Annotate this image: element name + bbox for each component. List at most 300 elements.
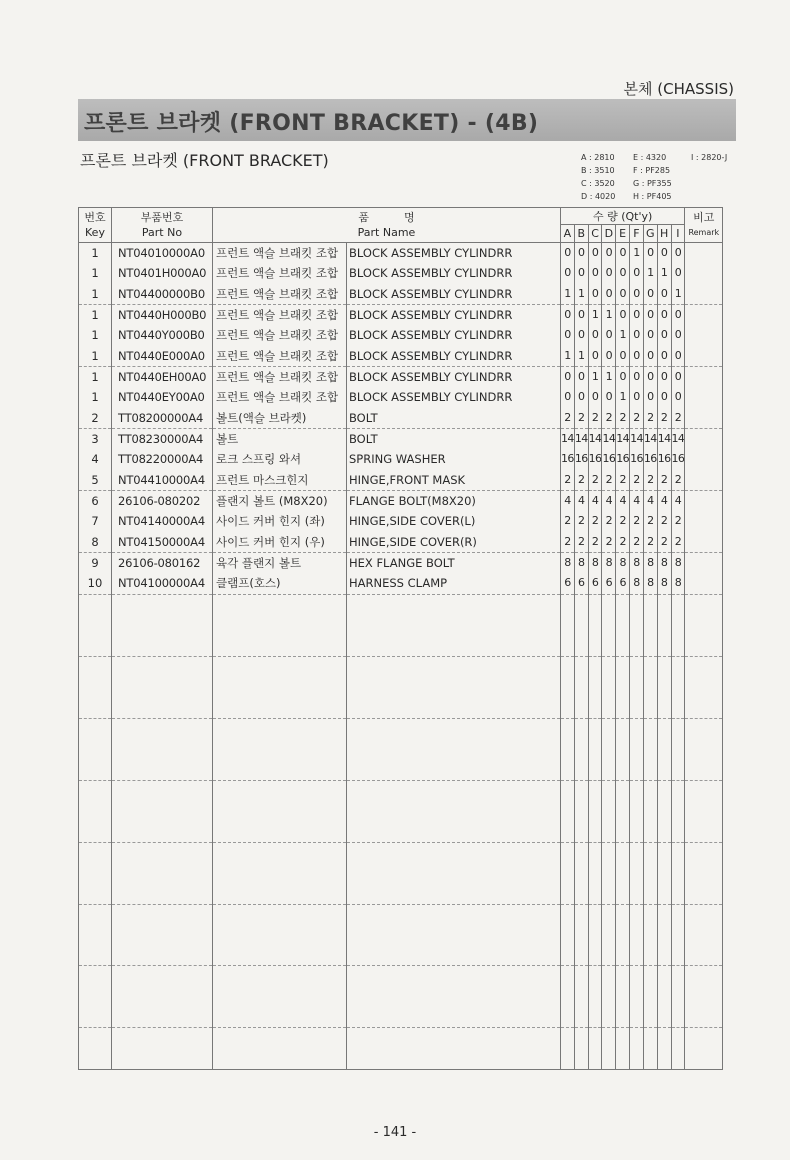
title-banner xyxy=(78,99,736,141)
qty-cell: 14 xyxy=(616,428,630,449)
qty-cell: 2 xyxy=(574,532,588,553)
part-name-en-cell xyxy=(347,801,561,821)
part-name-en-cell xyxy=(347,987,561,1007)
part-name-en-cell: BLOCK ASSEMBLY CYLINDRR xyxy=(347,243,561,264)
qty-cell: 0 xyxy=(643,366,657,387)
qty-cell: 8 xyxy=(671,552,685,573)
part-name-ko-cell xyxy=(213,656,347,677)
qty-cell xyxy=(630,1007,644,1028)
part-name-ko-cell: 프런트 액슬 브래킷 조합 xyxy=(213,304,347,325)
qty-cell xyxy=(602,718,616,739)
key-cell: 9 xyxy=(79,552,112,573)
part-no-cell xyxy=(112,1007,213,1028)
qty-cell: 1 xyxy=(643,263,657,283)
remark-cell xyxy=(685,594,723,615)
table-row xyxy=(79,511,723,531)
qty-cell xyxy=(643,635,657,656)
qty-cell: 0 xyxy=(616,284,630,305)
part-name-en-cell xyxy=(347,677,561,697)
qty-cell: 0 xyxy=(630,366,644,387)
part-name-ko-cell: 프런트 액슬 브래킷 조합 xyxy=(213,243,347,264)
part-name-en-cell: HARNESS CLAMP xyxy=(347,573,561,594)
qty-cell xyxy=(588,842,602,863)
part-no-cell xyxy=(112,780,213,801)
part-name-ko-cell: 프런트 액슬 브래킷 조합 xyxy=(213,387,347,407)
key-cell xyxy=(79,780,112,801)
qty-cell: 2 xyxy=(657,408,671,429)
part-name-en-cell: BLOCK ASSEMBLY CYLINDRR xyxy=(347,263,561,283)
qty-cell: 16 xyxy=(671,449,685,469)
part-name-ko-cell: 프런트 마스크힌지 xyxy=(213,470,347,491)
qty-cell xyxy=(671,1007,685,1028)
qty-cell xyxy=(588,966,602,987)
qty-cell: 14 xyxy=(671,428,685,449)
key-cell xyxy=(79,883,112,904)
qty-cell xyxy=(657,821,671,842)
qty-cell: 0 xyxy=(630,263,644,283)
qty-cell xyxy=(588,883,602,904)
qty-cell: 0 xyxy=(616,304,630,325)
qty-cell xyxy=(671,759,685,780)
key-cell xyxy=(79,1049,112,1070)
table-row xyxy=(79,243,723,264)
qty-col-header: E xyxy=(616,225,630,243)
qty-cell xyxy=(561,615,575,635)
qty-cell: 0 xyxy=(643,304,657,325)
qty-cell: 0 xyxy=(630,284,644,305)
qty-cell xyxy=(616,883,630,904)
table-row xyxy=(79,284,723,305)
qty-cell: 8 xyxy=(602,552,616,573)
qty-cell: 2 xyxy=(671,511,685,531)
qty-cell: 2 xyxy=(657,470,671,491)
qty-cell: 2 xyxy=(630,408,644,429)
qty-cell: 0 xyxy=(657,304,671,325)
qty-cell: 0 xyxy=(602,243,616,264)
remark-cell xyxy=(685,615,723,635)
qty-cell xyxy=(561,739,575,759)
table-row xyxy=(79,552,723,573)
qty-cell: 0 xyxy=(574,387,588,407)
key-cell xyxy=(79,635,112,656)
qty-cell xyxy=(574,925,588,945)
qty-cell xyxy=(574,842,588,863)
qty-cell: 1 xyxy=(657,263,671,283)
key-cell: 1 xyxy=(79,263,112,283)
qty-cell: 8 xyxy=(630,573,644,594)
qty-cell xyxy=(588,863,602,883)
remark-cell xyxy=(685,428,723,449)
legend-entry: F : PF285 xyxy=(633,166,671,175)
qty-cell xyxy=(616,739,630,759)
qty-cell xyxy=(643,1007,657,1028)
table-row xyxy=(79,966,723,987)
remark-cell xyxy=(685,366,723,387)
qty-cell xyxy=(630,904,644,925)
qty-cell xyxy=(671,945,685,966)
remark-cell xyxy=(685,925,723,945)
qty-cell: 0 xyxy=(574,366,588,387)
part-name-en-cell: BOLT xyxy=(347,408,561,429)
key-cell xyxy=(79,1007,112,1028)
table-row xyxy=(79,449,723,469)
key-cell xyxy=(79,739,112,759)
part-no-cell: TT08230000A4 xyxy=(112,428,213,449)
qty-cell xyxy=(588,656,602,677)
table-row xyxy=(79,1049,723,1070)
part-name-ko-cell: 육각 플랜지 볼트 xyxy=(213,552,347,573)
qty-cell: 0 xyxy=(574,243,588,264)
part-name-ko-cell xyxy=(213,945,347,966)
qty-cell: 0 xyxy=(671,346,685,367)
qty-cell: 1 xyxy=(574,284,588,305)
qty-cell xyxy=(574,945,588,966)
qty-cell: 1 xyxy=(671,284,685,305)
part-no-cell xyxy=(112,615,213,635)
qty-cell: 16 xyxy=(588,449,602,469)
qty-cell xyxy=(561,635,575,656)
part-name-en-cell xyxy=(347,1007,561,1028)
qty-cell xyxy=(602,739,616,759)
qty-cell: 2 xyxy=(574,408,588,429)
qty-cell xyxy=(616,718,630,739)
qty-cell: 2 xyxy=(643,532,657,553)
qty-cell: 4 xyxy=(574,490,588,511)
part-no-cell: NT0440Y000B0 xyxy=(112,325,213,345)
qty-cell xyxy=(643,821,657,842)
qty-cell: 0 xyxy=(602,284,616,305)
qty-cell: 0 xyxy=(671,243,685,264)
qty-cell: 0 xyxy=(616,243,630,264)
qty-cell xyxy=(602,615,616,635)
model-legend-col-1 xyxy=(581,151,615,203)
qty-cell xyxy=(643,759,657,780)
table-row xyxy=(79,366,723,387)
qty-cell: 0 xyxy=(588,263,602,283)
part-name-en-cell: SPRING WASHER xyxy=(347,449,561,469)
qty-cell: 2 xyxy=(602,532,616,553)
key-cell xyxy=(79,925,112,945)
remark-header-en: Remark xyxy=(688,228,720,237)
qty-cell: 2 xyxy=(616,511,630,531)
part-name-en-cell: HEX FLANGE BOLT xyxy=(347,552,561,573)
qty-cell: 16 xyxy=(602,449,616,469)
qty-cell xyxy=(643,945,657,966)
qty-cell xyxy=(602,821,616,842)
table-row xyxy=(79,780,723,801)
part-name-en-cell xyxy=(347,594,561,615)
part-name-ko-cell: 프런트 액슬 브래킷 조합 xyxy=(213,325,347,345)
key-cell xyxy=(79,759,112,780)
qty-col-header: H xyxy=(657,225,671,243)
part-no-cell: 26106-080202 xyxy=(112,490,213,511)
part-no-cell xyxy=(112,801,213,821)
qty-cell: 16 xyxy=(630,449,644,469)
table-row xyxy=(79,656,723,677)
qty-cell xyxy=(588,821,602,842)
key-cell: 1 xyxy=(79,346,112,367)
qty-cell xyxy=(643,780,657,801)
part-name-en-cell xyxy=(347,945,561,966)
qty-cell: 0 xyxy=(588,284,602,305)
qty-cell xyxy=(630,677,644,697)
qty-cell xyxy=(602,883,616,904)
qty-cell xyxy=(588,1028,602,1049)
qty-cell: 2 xyxy=(588,511,602,531)
part-no-cell xyxy=(112,904,213,925)
part-name-ko-cell: 프런트 액슬 브래킷 조합 xyxy=(213,284,347,305)
qty-cell xyxy=(588,615,602,635)
qty-cell xyxy=(630,821,644,842)
qty-col-header: D xyxy=(602,225,616,243)
part-name-ko-cell xyxy=(213,615,347,635)
qty-col-header: G xyxy=(643,225,657,243)
qty-cell: 0 xyxy=(630,304,644,325)
part-name-ko-cell xyxy=(213,1049,347,1070)
qty-cell xyxy=(657,739,671,759)
part-name-ko-cell: 프런트 액슬 브래킷 조합 xyxy=(213,346,347,367)
qty-cell xyxy=(602,759,616,780)
qty-cell: 0 xyxy=(671,325,685,345)
part-no-cell xyxy=(112,883,213,904)
qty-cell xyxy=(671,739,685,759)
remark-cell xyxy=(685,842,723,863)
qty-cell xyxy=(616,821,630,842)
qty-cell: 0 xyxy=(588,325,602,345)
key-cell xyxy=(79,801,112,821)
remark-cell xyxy=(685,552,723,573)
qty-cell xyxy=(602,635,616,656)
part-name-ko-cell xyxy=(213,780,347,801)
qty-cell xyxy=(657,925,671,945)
part-no-cell: NT04100000A4 xyxy=(112,573,213,594)
qty-cell xyxy=(561,883,575,904)
qty-cell xyxy=(657,677,671,697)
model-legend-col-2 xyxy=(633,151,672,203)
qty-cell: 8 xyxy=(643,552,657,573)
part-no-cell: NT0440H000B0 xyxy=(112,304,213,325)
qty-cell xyxy=(561,677,575,697)
part-name-ko-cell xyxy=(213,718,347,739)
qty-cell: 0 xyxy=(616,346,630,367)
qty-cell xyxy=(602,925,616,945)
table-row xyxy=(79,490,723,511)
qty-cell xyxy=(574,718,588,739)
qty-cell: 6 xyxy=(616,573,630,594)
key-cell xyxy=(79,656,112,677)
qty-cell: 8 xyxy=(657,552,671,573)
part-name-en-cell xyxy=(347,904,561,925)
qty-cell xyxy=(643,1049,657,1070)
remark-cell xyxy=(685,304,723,325)
part-name-en-cell: HINGE,SIDE COVER(L) xyxy=(347,511,561,531)
remark-header-ko: 비고 xyxy=(693,211,715,224)
qty-cell xyxy=(671,656,685,677)
qty-cell xyxy=(574,759,588,780)
part-no-cell: NT0440E000A0 xyxy=(112,346,213,367)
qty-cell xyxy=(630,842,644,863)
qty-cell xyxy=(616,863,630,883)
qty-cell: 1 xyxy=(561,346,575,367)
qty-cell xyxy=(630,801,644,821)
part-name-ko-cell xyxy=(213,883,347,904)
qty-cell: 2 xyxy=(630,470,644,491)
qty-cell: 6 xyxy=(574,573,588,594)
qty-cell xyxy=(561,1007,575,1028)
qty-cell xyxy=(616,780,630,801)
qty-cell xyxy=(671,863,685,883)
qty-cell: 4 xyxy=(630,490,644,511)
qty-cell: 8 xyxy=(643,573,657,594)
key-header-en: Key xyxy=(85,226,105,239)
part-no-cell: TT08200000A4 xyxy=(112,408,213,429)
qty-cell: 0 xyxy=(643,387,657,407)
part-name-header-en: Part Name xyxy=(357,226,416,239)
part-name-en-cell xyxy=(347,925,561,945)
part-name-ko-cell: 사이드 커버 힌지 (좌) xyxy=(213,511,347,531)
qty-cell xyxy=(630,780,644,801)
remark-cell xyxy=(685,656,723,677)
qty-cell xyxy=(616,697,630,718)
qty-cell: 4 xyxy=(588,490,602,511)
qty-cell xyxy=(616,987,630,1007)
qty-cell xyxy=(616,615,630,635)
qty-cell: 2 xyxy=(588,532,602,553)
qty-cell xyxy=(561,904,575,925)
qty-cell: 0 xyxy=(616,263,630,283)
part-name-en-cell xyxy=(347,615,561,635)
qty-cell xyxy=(616,1049,630,1070)
remark-cell xyxy=(685,966,723,987)
part-name-ko-cell xyxy=(213,635,347,656)
qty-cell xyxy=(602,677,616,697)
qty-cell xyxy=(574,780,588,801)
qty-cell: 2 xyxy=(574,470,588,491)
qty-cell xyxy=(574,697,588,718)
qty-cell: 0 xyxy=(630,346,644,367)
qty-cell: 2 xyxy=(643,511,657,531)
qty-cell: 0 xyxy=(643,325,657,345)
qty-cell xyxy=(602,1007,616,1028)
qty-cell xyxy=(602,656,616,677)
part-no-cell xyxy=(112,863,213,883)
qty-cell xyxy=(574,821,588,842)
key-cell: 1 xyxy=(79,243,112,264)
qty-cell: 1 xyxy=(630,243,644,264)
qty-cell: 0 xyxy=(561,263,575,283)
part-name-header-ko: 품 명 xyxy=(358,211,415,224)
table-row xyxy=(79,428,723,449)
qty-cell: 2 xyxy=(643,470,657,491)
qty-cell: 0 xyxy=(561,243,575,264)
qty-cell xyxy=(561,945,575,966)
qty-cell xyxy=(657,1007,671,1028)
table-row xyxy=(79,304,723,325)
remark-header xyxy=(685,208,723,243)
qty-cell xyxy=(643,718,657,739)
qty-cell xyxy=(671,925,685,945)
qty-cell xyxy=(602,1028,616,1049)
remark-cell xyxy=(685,635,723,656)
qty-cell xyxy=(588,904,602,925)
table-row xyxy=(79,759,723,780)
qty-cell xyxy=(630,863,644,883)
part-no-cell xyxy=(112,925,213,945)
qty-cell xyxy=(574,1049,588,1070)
legend-entry: E : 4320 xyxy=(633,153,667,162)
table-row xyxy=(79,615,723,635)
qty-cell xyxy=(588,739,602,759)
legend-entry: I : 2820-J xyxy=(691,153,728,162)
qty-cell xyxy=(643,594,657,615)
qty-col-header: A xyxy=(561,225,575,243)
qty-cell: 0 xyxy=(671,366,685,387)
qty-cell: 0 xyxy=(588,387,602,407)
legend-entry: C : 3520 xyxy=(581,179,615,188)
qty-cell: 0 xyxy=(561,325,575,345)
qty-cell: 2 xyxy=(602,511,616,531)
qty-cell: 0 xyxy=(602,263,616,283)
qty-cell xyxy=(561,966,575,987)
qty-cell xyxy=(588,801,602,821)
table-row xyxy=(79,387,723,407)
qty-cell xyxy=(671,904,685,925)
qty-cell xyxy=(630,945,644,966)
key-cell xyxy=(79,718,112,739)
qty-cell xyxy=(630,966,644,987)
qty-cell xyxy=(657,966,671,987)
part-name-ko-cell xyxy=(213,966,347,987)
qty-cell xyxy=(657,904,671,925)
qty-cell xyxy=(657,1028,671,1049)
part-name-ko-cell xyxy=(213,821,347,842)
table-row xyxy=(79,1028,723,1049)
qty-cell xyxy=(643,925,657,945)
qty-cell xyxy=(643,966,657,987)
qty-cell: 1 xyxy=(602,304,616,325)
qty-cell xyxy=(561,780,575,801)
qty-cell: 16 xyxy=(561,449,575,469)
qty-cell xyxy=(574,1028,588,1049)
qty-cell xyxy=(588,987,602,1007)
remark-cell xyxy=(685,243,723,264)
part-name-en-cell xyxy=(347,821,561,842)
key-cell: 5 xyxy=(79,470,112,491)
table-row xyxy=(79,697,723,718)
qty-cell xyxy=(643,863,657,883)
qty-cell xyxy=(671,718,685,739)
qty-cell xyxy=(574,615,588,635)
qty-cell xyxy=(602,780,616,801)
qty-cell: 0 xyxy=(657,366,671,387)
key-cell xyxy=(79,987,112,1007)
part-name-ko-cell: 플랜지 볼트 (M8X20) xyxy=(213,490,347,511)
part-name-en-cell xyxy=(347,759,561,780)
qty-cell xyxy=(643,615,657,635)
part-name-en-cell: BOLT xyxy=(347,428,561,449)
part-name-en-cell xyxy=(347,842,561,863)
qty-cell: 2 xyxy=(671,408,685,429)
part-name-ko-cell xyxy=(213,739,347,759)
qty-cell xyxy=(657,615,671,635)
qty-cell: 0 xyxy=(657,325,671,345)
part-no-cell xyxy=(112,842,213,863)
part-name-en-cell: FLANGE BOLT(M8X20) xyxy=(347,490,561,511)
qty-cell xyxy=(574,739,588,759)
part-no-cell xyxy=(112,1028,213,1049)
key-cell: 1 xyxy=(79,284,112,305)
qty-cell: 0 xyxy=(657,284,671,305)
